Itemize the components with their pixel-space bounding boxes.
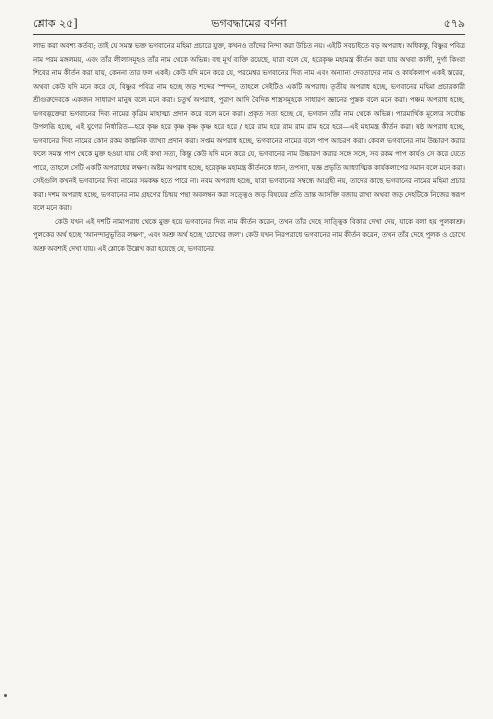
paragraph-pulakashru: কেউ যখন এই দশটি নামাপরাধ থেকে মুক্ত হয়ে ভগবানের দিব্য নাম কীর্তন করেন, তখন তাঁর দেহে সাত্ত্বিক বিকার দেখা দেয়, যাকে বলা হয় পুলকাশ্রু। পুলকের অর্থ হচ্ছে 'আনন্দানুভূতির লক্ষণ', এবং অশ্রু অর্থ হচ্ছে 'চোখের জল'। কেউ যখন নিরপরাধে ভগবানের নাম কীর্তন করেন, তখন তাঁর দেহে পুলক ও চোখে অশ্রু অবশ্যই দেখা যায়। এই শ্লোকে উল্লেখ করা হয়েছে যে, ভগবানের xyxy=(33,217,465,253)
margin-dot xyxy=(4,694,7,697)
chapter-title: ভগবদ্ধামের বর্ণনা xyxy=(211,17,287,30)
page-number: ৫৭৯ xyxy=(443,17,465,30)
verse-reference: শ্লোক ২৫] xyxy=(33,17,78,30)
running-header xyxy=(33,14,465,35)
purport-text xyxy=(33,40,465,256)
paragraph-offenses: লাভ করা অবশ্য কর্তব্য; তাই যে সমস্ত ভক্ত ভগবানের মহিমা প্রচারে যুক্ত, কখনও তাঁদের নিন্দা করা উচিত নয়। এইটি সবচাইতে বড় অপরাধ। অধিকন্তু, বিষ্ণুর পবিত্র নাম পরম মঙ্গলময়, এবং তাঁর লীলাসমূহও তাঁর নাম থেকে অভিন্ন। বহু মূর্খ ব্যক্তি রয়েছে, যারা বলে যে, হরেকৃষ্ণ মহামন্ত্র কীর্তন করা যায় অথবা কালী, দুর্গা কিংবা শিবের নাম কীর্তন করা যায়, কেননা তার ফল একই। কেউ যদি মনে করে যে, পরমেশ্বর ভগবানের দিব্য নাম এবং অন্যান্য দেবতাদের নাম ও কার্যকলাপ একই স্তরের, অথবা কেউ যদি মনে করে যে, বিষ্ণুর পবিত্র নাম হচ্ছে জড় শব্দের স্পন্দন, তাহলে সেইটিও একটি অপরাধ। তৃতীয় অপরাধ হচ্ছে, ভগবানের মহিমা প্রচারকারী শ্রীগুরুদেবকে একজন সাধারণ মানুষ বলে মনে করা। চতুর্থ অপরাধ, পুরাণ আদি বৈদিক শাস্ত্রসমূহকে সাধারণ জ্ঞানের পুস্তক বলে মনে করা। পঞ্চম অপরাধ হচ্ছে, ভগবদ্ভক্তেরা ভগবানের দিব্য নামের কৃত্রিম মাহাত্ম্য প্রদান করে বলে মনে করা। প্রকৃত সত্য হচ্ছে যে, ভগবান তাঁর নাম থেকে অভিন্ন। পারমার্থিক মূল্যের সর্বোচ্চ উপলব্ধি হচ্ছে, এই যুগের নির্ধারিত—হরে কৃষ্ণ হরে কৃষ্ণ কৃষ্ণ কৃষ্ণ হরে হরে / হরে রাম হরে রাম রাম রাম হরে হরে—এই মহামন্ত্র কীর্তন করা। ষষ্ঠ অপরাধ হচ্ছে, ভগবানের দিব্য নামের কোন রকম কাল্পনিক ব্যাখ্যা প্রদান করা। সপ্তম অপরাধ হচ্ছে, ভগবানের নামের বলে পাপ আচরণ করা। কেবল ভগবানের নাম উচ্চারণ করার ফলে সমস্ত পাপ থেকে মুক্ত হওয়া যায় সেই কথা সত্য, কিন্তু কেউ যদি মনে করে যে, ভগবানের নাম উচ্চারণ করার সঙ্গে সঙ্গে, সব রকম পাপ কার্যও সে করে যেতে পারে, তাহলে সেটি একটি অপরাধের লক্ষণ। অষ্টম অপরাধ হচ্ছে, হরেকৃষ্ণ মহামন্ত্র কীর্তনকে ধ্যান, তপস্যা, যজ্ঞ প্রভৃতি আধ্যাত্মিক কার্যকলাপের সমান বলে মনে করা। সেইগুলি কখনই ভগবানের দিব্য নামের সমকক্ষ হতে পারে না। নবম অপরাধ হচ্ছে, যারা ভগবানের সম্বন্ধে আগ্রহী নয়, তাদের কাছে ভগবানের নামের মহিমা প্রচার করা। দশম অপরাধ হচ্ছে, ভগবানের নাম গ্রহণের চিন্ময় পন্থা অবলম্বন করা সত্ত্বেও জড় বিষয়ের প্রতি ভ্রান্ত আসক্তি বজায় রাখা অথবা জড় দেহটিকে নিজের স্বরূপ বলে মনে করা। xyxy=(33,42,465,212)
